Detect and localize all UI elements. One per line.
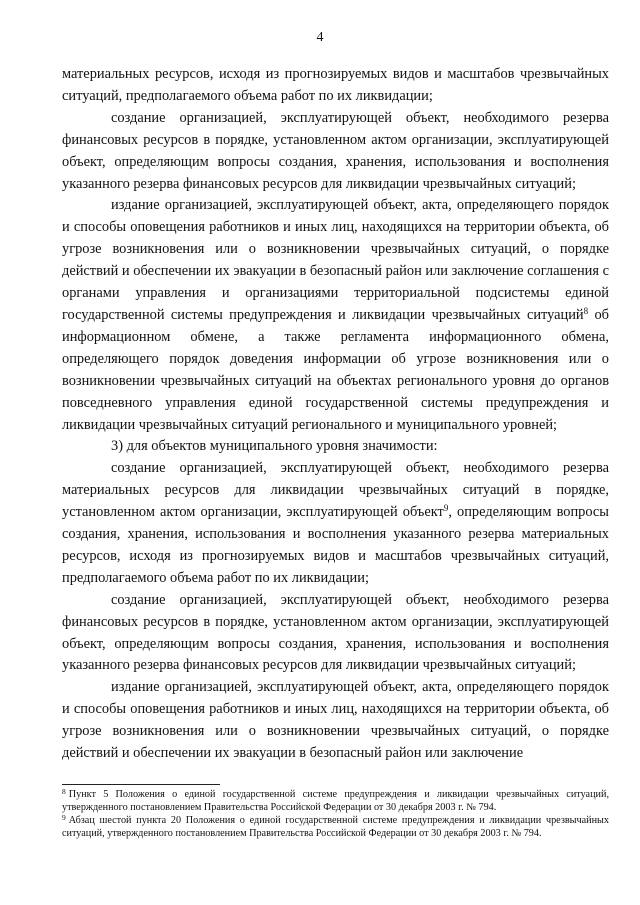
paragraph-text: издание организацией, эксплуатирующей объект, акта, определяющего порядок и способы оповещения работников и иных лиц, находящихся на территории объекта, об угрозе возникновения или о возникновении чрезвычайных ситуаций, о порядке действий и обеспечении их эвакуации в безопасный район или заключение соглашения с органами управления и организациями территориальной подсистемы единой государственной системы предупреждения и ликвидации чрезвычайных ситуаций — [62, 197, 609, 323]
footnotes — [62, 788, 609, 840]
paragraph-6 — [62, 590, 609, 678]
footnote-text: Абзац шестой пункта 20 Положения о единой государственной системе предупреждения и ликвидации чрезвычайных ситуаций, утвержденного постановлением Правительства Российской Федерации от 30 декабря 2003 г. № 794. — [62, 815, 609, 839]
paragraph-text: создание организацией, эксплуатирующей объект, необходимого резерва материальных ресурсов для ликвидации чрезвычайных ситуаций в порядке, установленном актом организации, эксплуатирующей объект — [62, 460, 609, 521]
footnote-8 — [62, 788, 609, 814]
paragraph-text: материальных ресурсов, исходя из прогнозируемых видов и масштабов чрезвычайных ситуаций, предполагаемого объема работ по их ликвидации; — [62, 66, 609, 104]
footnote-reference[interactable]: 8 — [583, 305, 589, 316]
paragraph-4 — [62, 436, 609, 458]
footnote-mark: 9 — [62, 813, 66, 822]
paragraph-1 — [62, 64, 609, 108]
body-text — [62, 64, 609, 765]
paragraph-text: 3) для объектов муниципального уровня значимости: — [111, 438, 438, 455]
paragraph-text: создание организацией, эксплуатирующей объект, необходимого резерва финансовых ресурсов в порядке, установленном актом организации, эксплуатирующей объект, определяющим вопросы создания, хранения, использования и восполнения указанного резерва финансовых ресурсов для ликвидации чрезвычайных ситуаций; — [62, 109, 609, 192]
footnote-text: Пункт 5 Положения о единой государственной системе предупреждения и ликвидации чрезвычайных ситуаций, утвержденного постановлением Правительства Российской Федерации от 30 декабря 2003 г. № 794. — [62, 789, 609, 813]
paragraph-2 — [62, 108, 609, 196]
paragraph-text-continued: об информационном обмене, а также регламента информационного обмена, определяющего порядок доведения информации об угрозе возникновения или о возникновении чрезвычайных ситуаций на объектах регионального уровня до органов повседневного управления единой государственной системы предупреждения и ликвидации чрезвычайных ситуаций регионального и муниципального уровней; — [62, 306, 609, 433]
paragraph-3 — [62, 195, 609, 436]
footnote-divider — [62, 784, 220, 785]
paragraph-text-continued: , определяющим вопросы создания, хранения, использования и восполнения указанного резерва материальных ресурсов, исходя из прогнозируемых видов и масштабов чрезвычайных ситуаций, предполагаемого объема работ по их ликвидации; — [62, 504, 609, 586]
footnote-mark: 8 — [62, 787, 66, 796]
footnote-reference[interactable]: 9 — [443, 503, 449, 514]
paragraph-text: создание организацией, эксплуатирующей объект, необходимого резерва финансовых ресурсов в порядке, установленном актом организации, эксплуатирующей объект, определяющим вопросы создания, хранения, использования и восполнения указанного резерва финансовых ресурсов для ликвидации чрезвычайных ситуаций; — [62, 591, 609, 674]
paragraph-5 — [62, 458, 609, 589]
paragraph-text: издание организацией, эксплуатирующей объект, акта, определяющего порядок и способы оповещения работников и иных лиц, находящихся на территории объекта, об угрозе возникновения или о возникновении чрезвычайных ситуаций, о порядке действий и обеспечении их эвакуации в безопасный район или заключение — [62, 679, 609, 762]
paragraph-7 — [62, 677, 609, 765]
page-number: 4 — [316, 30, 324, 45]
footnote-9 — [62, 814, 609, 840]
